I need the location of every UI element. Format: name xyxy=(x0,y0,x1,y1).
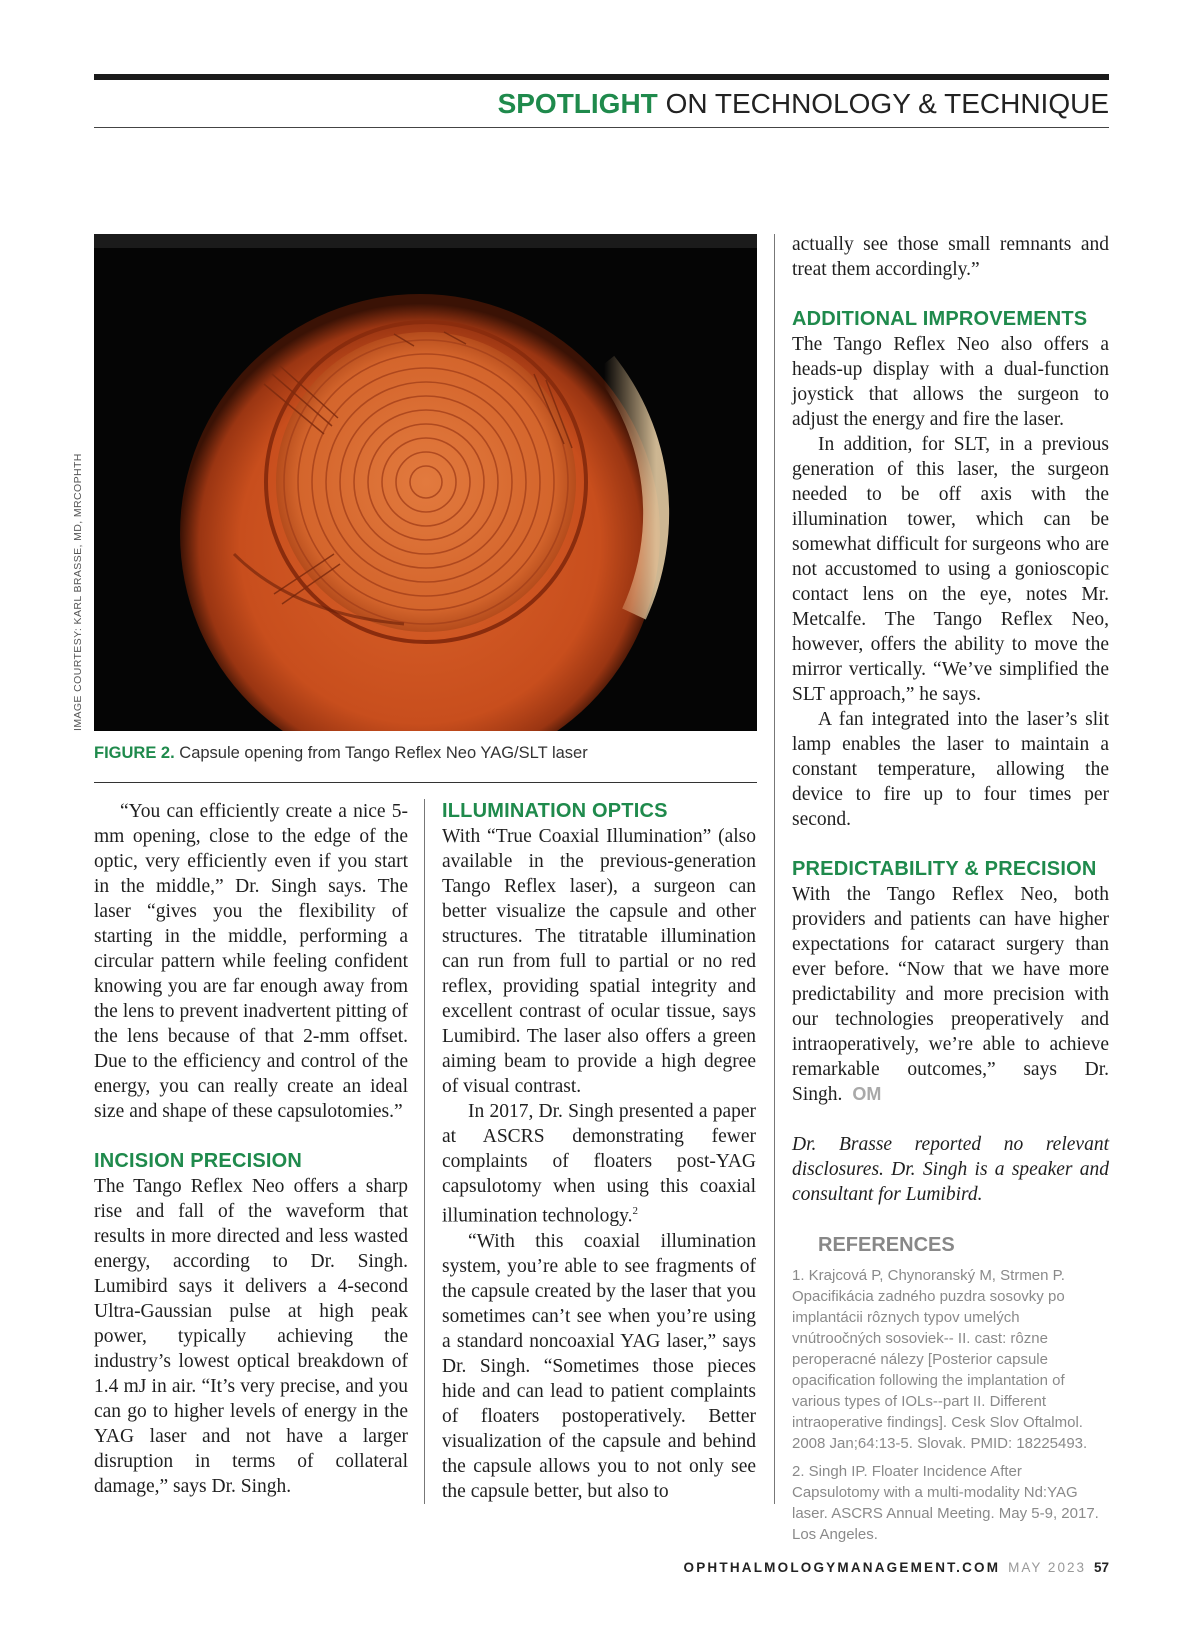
header-highlight: SPOTLIGHT xyxy=(497,88,658,119)
paragraph: actually see those small remnants and treat them accordingly.” xyxy=(792,234,1109,280)
paragraph: With the Tango Reflex Neo, both providers and patients can have higher expectations for cataract surgery than ever before. “Now that we have more predictability and more precision with our technologies preoperatively and intraoperatively, we’re able to achieve remarkable outcomes,” says Dr. Singh. OM xyxy=(792,884,1109,1105)
image-credit: IMAGE COURTESY: KARL BRASSE, MD, MRCOPHTH xyxy=(72,453,84,731)
section-header xyxy=(94,84,1109,124)
footer-date: MAY 2023 xyxy=(1008,1560,1086,1575)
end-mark: OM xyxy=(852,1084,882,1104)
paragraph: A fan integrated into the laser’s slit lamp enables the laser to maintain a constant temperature, allowing the device to fire up to four times per second. xyxy=(792,709,1109,830)
disclosure: Dr. Brasse reported no relevant disclosures. Dr. Singh is a speaker and consultant for Lumibird. xyxy=(792,1134,1109,1205)
paragraph: The Tango Reflex Neo offers a sharp rise and fall of the waveform that results in more directed and less wasted energy, according to Dr. Singh. Lumibird says it delivers a 4-second Ultra-Gaussian pulse at high peak power, typically achieving the industry’s lowest optical breakdown of 1.4 mJ in air. “It’s very precise, and you can go to higher levels of energy in the YAG laser and not have a larger disruption in terms of collateral damage,” says Dr. Singh. xyxy=(94,1176,408,1497)
reference-item: 1. Krajcová P, Chynoranský M, Strmen P. Opacifikácia zadného puzdra sosovky po implantácii rôznych typov umelých vnútroočných sosoviek-- II. cast: rôzne peroperacné nálezy [Posterior capsule opacification following the implantation of various types of IOLs--part II. Different intraoperative findings]. Cesk Slov Oftalmol. 2008 Jan;64:13-5. Slovak. PMID: 18225493. xyxy=(792,1267,1088,1452)
heading-illumination-optics: ILLUMINATION OPTICS xyxy=(442,800,668,822)
heading-additional-improvements: ADDITIONAL IMPROVEMENTS xyxy=(792,308,1088,330)
references-heading: REFERENCES xyxy=(818,1234,955,1256)
column-divider xyxy=(424,799,425,1504)
figure-photo xyxy=(94,234,757,731)
figure-caption xyxy=(94,744,757,763)
heading-incision-precision: INCISION PRECISION xyxy=(94,1150,303,1172)
reference-item: 2. Singh IP. Floater Incidence After Capsulotomy with a multi-modality Nd:YAG laser. ASCRS Annual Meeting. May 5-9, 2017. Los Angeles. xyxy=(792,1463,1099,1543)
column-1 xyxy=(94,799,408,1499)
caption-label: FIGURE 2. xyxy=(94,744,175,762)
heading-predictability-precision: PREDICTABILITY & PRECISION xyxy=(792,858,1097,880)
paragraph: With “True Coaxial Illumination” (also available in the previous-generation Tango Reflex laser), a surgeon can better visualize the capsule and other structures. The titratable illumination can run from full to partial or no red reflex, providing spatial integrity and excellent contrast of ocular tissue, says Lumibird. The laser also offers a green aiming beam to provide a high degree of visual contrast. xyxy=(442,826,756,1097)
column-divider xyxy=(774,234,775,1504)
page-number: 57 xyxy=(1093,1560,1109,1575)
page-footer xyxy=(684,1560,1109,1575)
paragraph: “You can efficiently create a nice 5-mm opening, close to the edge of the optic, very efficiently even if you start in the middle,” Dr. Singh says. The laser “gives you the flexibility of starting in the middle, performing a circular pattern while feeling confident knowing you are far enough away from the lens to prevent inadvertent pitting of the lens because of that 2-mm offset. Due to the efficiency and control of the energy, you can really create an ideal size and shape of these capsulotomies.” xyxy=(94,801,408,1122)
paragraph: The Tango Reflex Neo also offers a heads-up display with a dual-function joystick that allows the surgeon to adjust the energy and fire the laser. xyxy=(792,334,1109,430)
paragraph: In 2017, Dr. Singh presented a paper at ASCRS demonstrating fewer complaints of floaters post-YAG capsulotomy when using this coaxial illumination technology.$^2$ xyxy=(442,1101,756,1227)
header-rule xyxy=(94,127,1109,128)
top-rule xyxy=(94,74,1109,80)
paragraph: “With this coaxial illumination system, you’re able to see fragments of the capsule created by the laser that you sometimes can’t see when you’re using a standard noncoaxial YAG laser,” says Dr. Singh. “Sometimes those pieces hide and can lead to patient complaints of floaters postoperatively. Better visualization of the capsule and behind the capsule allows you to not only see the capsule better, but also to xyxy=(442,1230,756,1502)
column-2 xyxy=(442,799,756,1504)
header-rest: ON TECHNOLOGY & TECHNIQUE xyxy=(657,88,1109,119)
capsule-photo-illustration xyxy=(94,234,757,731)
caption-rule xyxy=(94,782,757,783)
paragraph: In addition, for SLT, in a previous generation of this laser, the surgeon needed to be off axis with the illumination tower, which can be somewhat difficult for surgeons who are not accustomed to using a gonioscopic contact lens on the eye, notes Mr. Metcalfe. The Tango Reflex Neo, however, offers the ability to move the mirror vertically. “We’ve simplified the SLT approach,” he says. xyxy=(792,434,1109,705)
column-3 xyxy=(792,232,1109,1545)
caption-text: Capsule opening from Tango Reflex Neo YAG/SLT laser xyxy=(174,744,588,762)
footer-site: OPHTHALMOLOGYMANAGEMENT.COM xyxy=(683,1560,1001,1575)
